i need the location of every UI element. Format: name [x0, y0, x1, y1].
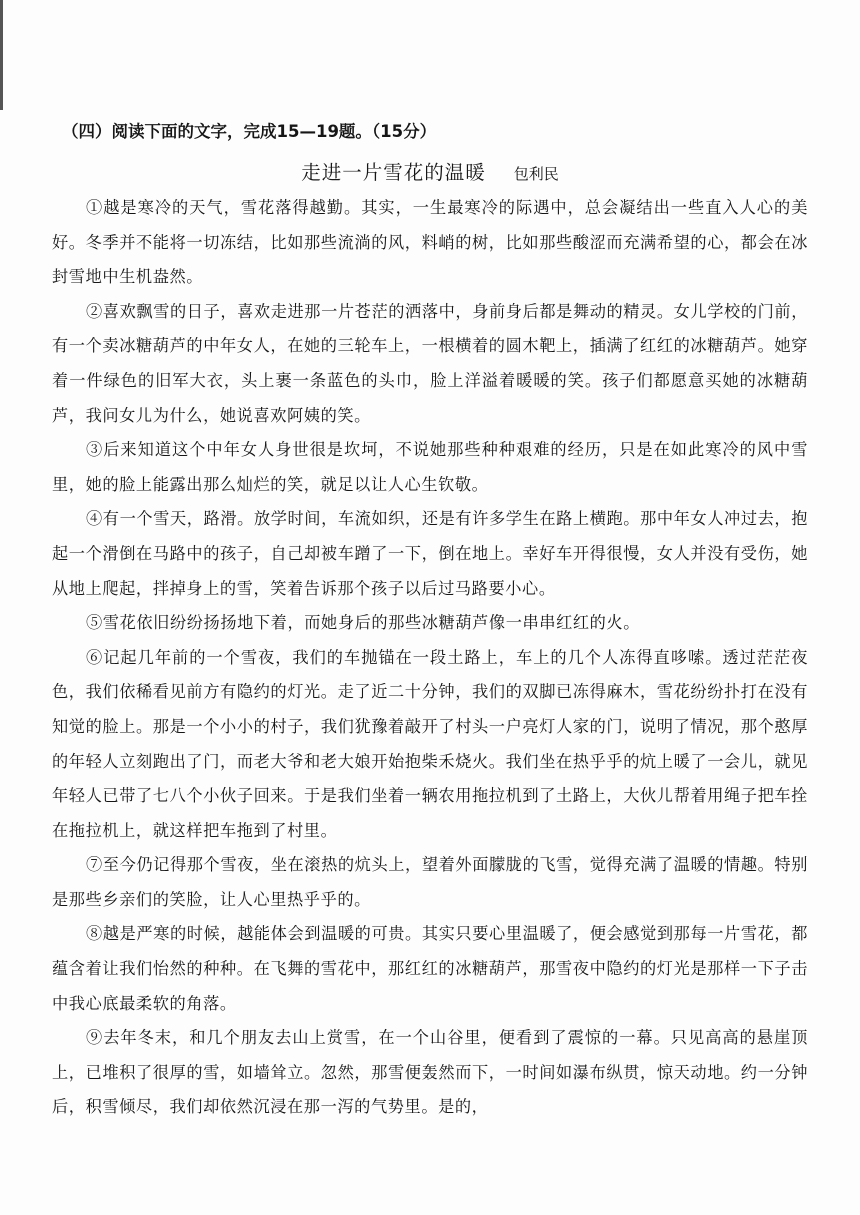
scan-edge-mark	[0, 0, 3, 110]
paragraph-1: ①越是寒冷的天气，雪花落得越勤。其实，一生最寒冷的际遇中，总会凝结出一些直入人心的美好。冬季并不能将一切冻结，比如那些流淌的风，料峭的树，比如那些酸涩而充满希望的心，都会在冰封雪地中生机盎然。	[52, 198, 808, 287]
article-author: 包利民	[513, 165, 559, 183]
paragraph-6: ⑥记起几年前的一个雪夜，我们的车抛锚在一段土路上，车上的几个人冻得直哆嗦。透过茫茫夜色，我们依稀看见前方有隐约的灯光。走了近二十分钟，我们的双脚已冻得麻木，雪花纷纷扑打在没有知觉的脸上。那是一个小小的村子，我们犹豫着敲开了村头一户亮灯人家的门，说明了情况，那个憨厚的年轻人立刻跑出了门，而老大爷和老大娘开始抱柴禾烧火。我们坐在热乎乎的炕上暖了一会儿，就见年轻人已带了七八个小伙子回来。于是我们坐着一辆农用拖拉机到了土路上，大伙儿帮着用绳子把车拴在拖拉机上，就这样把车拖到了村里。	[52, 647, 808, 840]
paragraph-9: ⑨去年冬末，和几个朋友去山上赏雪，在一个山谷里，便看到了震惊的一幕。只见高高的悬崖顶上，已堆积了很厚的雪，如墙耸立。忽然，那雪便轰然而下，一时间如瀑布纵贯，惊天动地。约一分钟后，积雪倾尽，我们却依然沉浸在那一泻的气势里。是的，	[52, 1028, 808, 1117]
article-title: 走进一片雪花的温暖	[301, 161, 486, 184]
article-title-line	[52, 158, 808, 189]
paragraph-3: ③后来知道这个中年女人身世很是坎坷，不说她那些种种艰难的经历，只是在如此寒冷的风中雪里，她的脸上能露出那么灿烂的笑，就足以让人心生钦敬。	[52, 440, 808, 494]
paragraph-7: ⑦至今仍记得那个雪夜，坐在滚热的炕头上，望着外面朦胧的飞雪，觉得充满了温暖的情趣。特别是那些乡亲们的笑脸，让人心里热乎乎的。	[52, 855, 808, 909]
paragraph-4: ④有一个雪天，路滑。放学时间，车流如织，还是有许多学生在路上横跑。那中年女人冲过去，抱起一个滑倒在马路中的孩子，自己却被车蹭了一下，倒在地上。幸好车开得很慢，女人并没有受伤，她从地上爬起，拌掉身上的雪，笑着告诉那个孩子以后过马路要小心。	[52, 509, 808, 598]
paragraph-5: ⑤雪花依旧纷纷扬扬地下着，而她身后的那些冰糖葫芦像一串串红红的火。	[86, 613, 641, 633]
paragraph-8: ⑧越是严寒的时候，越能体会到温暖的可贵。其实只要心里温暖了，便会感觉到那每一片雪花，都蕴含着让我们怡然的种种。在飞舞的雪花中，那红红的冰糖葫芦，那雪夜中隐约的灯光是那样一下子击中我心底最柔软的角落。	[52, 924, 808, 1013]
reading-section	[52, 118, 808, 1125]
section-heading: （四）阅读下面的文字，完成15—19题。（15分）	[62, 122, 437, 141]
paragraph-2: ②喜欢飘雪的日子，喜欢走进那一片苍茫的洒落中，身前身后都是舞动的精灵。女儿学校的门前，有一个卖冰糖葫芦的中年女人，在她的三轮车上，一根横着的圆木靶上，插满了红红的冰糖葫芦。她穿着一件绿色的旧军大衣，头上裹一条蓝色的头巾，脸上洋溢着暖暖的笑。孩子们都愿意买她的冰糖葫芦，我问女儿为什么，她说喜欢阿姨的笑。	[52, 301, 808, 425]
